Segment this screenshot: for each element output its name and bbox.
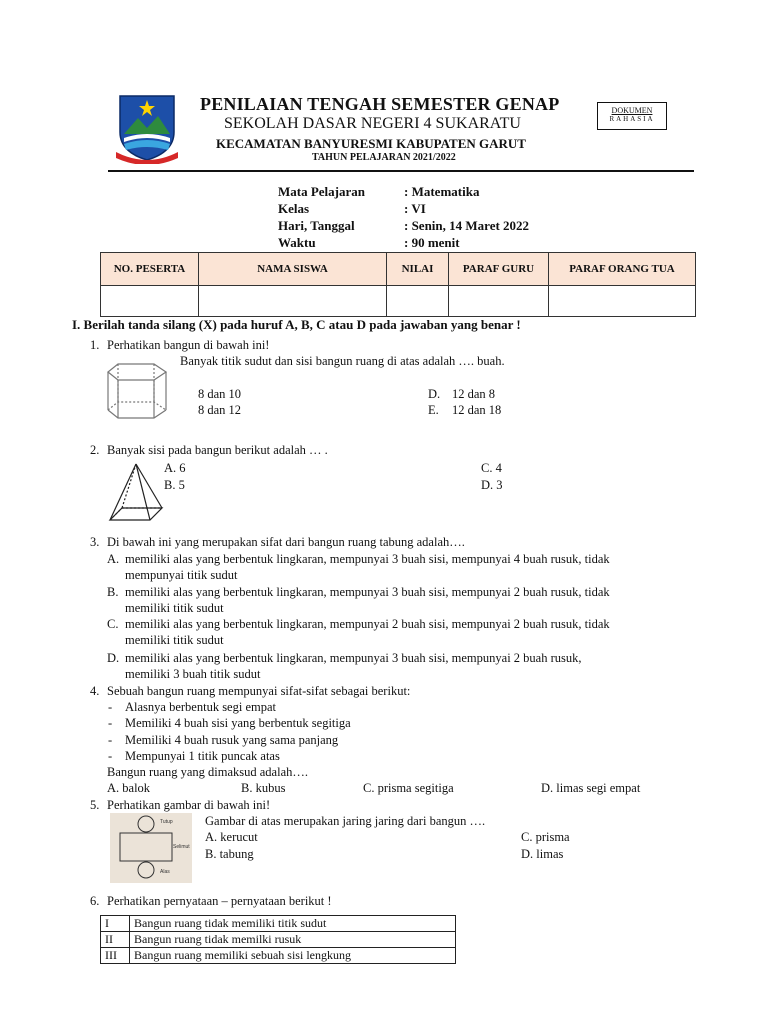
col-paraf-ortu: PARAF ORANG TUA <box>549 253 696 286</box>
q4-dash: - <box>108 733 113 747</box>
document-stamp <box>597 102 667 130</box>
q3-option-b[interactable]: memiliki alas yang berbentuk lingkaran, mempunyai 3 buah sisi, mempunyai 2 buah rusuk, tidak <box>125 585 610 599</box>
col-paraf-guru: PARAF GURU <box>449 253 549 286</box>
q3-option-d-label: D. <box>107 651 120 665</box>
q5-stem: Gambar di atas merupakan jaring jaring dari bangun …. <box>205 814 486 828</box>
q1-option-b[interactable]: 8 dan 12 <box>198 403 242 417</box>
cell-paraf-guru[interactable] <box>449 286 549 317</box>
q1-option-e[interactable]: 12 dan 18 <box>452 403 502 417</box>
q3-option-d[interactable]: memiliki alas yang berbentuk lingkaran, mempunyai 3 buah sisi, mempunyai 2 buah rusuk, <box>125 651 582 665</box>
q1-option-a[interactable]: 8 dan 10 <box>198 387 242 401</box>
school-year: TAHUN PELAJARAN 2021/2022 <box>312 152 456 163</box>
q4-prop-4: Mempunyai 1 titik puncak atas <box>125 749 280 763</box>
q3-option-b-cont: memiliki titik sudut <box>125 601 224 615</box>
q5-option-c[interactable]: C. prisma <box>521 830 570 844</box>
q6-number: 6. <box>90 894 100 908</box>
net-label-side: Selimut <box>173 844 190 850</box>
q3-option-c-cont: memiliki titik sudut <box>125 633 224 647</box>
school-logo <box>114 92 180 164</box>
q3-option-a-cont: mempunyai titik sudut <box>125 568 238 582</box>
q1-number: 1. <box>90 338 100 352</box>
hexagonal-prism-figure <box>104 360 174 424</box>
header-rule <box>108 170 694 172</box>
q4-dash: - <box>108 716 113 730</box>
q3-option-c[interactable]: memiliki alas yang berbentuk lingkaran, mempunyai 2 buah sisi, mempunyai 2 buah rusuk, tidak <box>125 617 610 631</box>
cell-paraf-ortu[interactable] <box>549 286 696 317</box>
q2-option-a[interactable]: A. 6 <box>164 461 186 475</box>
q4-number: 4. <box>90 684 100 698</box>
q3-option-b-label: B. <box>107 585 119 599</box>
cell-nama-siswa[interactable] <box>199 286 387 317</box>
q3-option-c-label: C. <box>107 617 119 631</box>
q5-option-a[interactable]: A. kerucut <box>205 830 258 844</box>
q4-prop-3: Memiliki 4 buah rusuk yang sama panjang <box>125 733 339 747</box>
q4-dash: - <box>108 700 113 714</box>
info-row: Kelas : VI <box>278 201 426 216</box>
q1-text: Perhatikan bangun di bawah ini! <box>107 338 270 352</box>
score-table <box>100 252 696 317</box>
info-row: Waktu : 90 menit <box>278 235 460 250</box>
col-nilai: NILAI <box>387 253 449 286</box>
doc-label-2: RAHASIA <box>609 115 655 123</box>
q5-number: 5. <box>90 798 100 812</box>
q3-number: 3. <box>90 535 100 549</box>
q1-stem: Banyak titik sudut dan sisi bangun ruang di atas adalah …. buah. <box>180 354 505 368</box>
q2-number: 2. <box>90 443 100 457</box>
q1-option-d[interactable]: 12 dan 8 <box>452 387 496 401</box>
cell-nilai[interactable] <box>387 286 449 317</box>
school-name: SEKOLAH DASAR NEGERI 4 SUKARATU <box>224 115 521 132</box>
exam-info <box>278 183 529 251</box>
q4-prop-2: Memiliki 4 buah sisi yang berbentuk segitiga <box>125 716 351 730</box>
col-no-peserta: NO. PESERTA <box>101 253 199 286</box>
table-row: II Bangun ruang tidak memilki rusuk <box>101 932 456 948</box>
cell-no-peserta[interactable] <box>101 286 199 317</box>
col-nama-siswa: NAMA SISWA <box>199 253 387 286</box>
exam-title: PENILAIAN TENGAH SEMESTER GENAP <box>200 94 560 114</box>
q5-option-d[interactable]: D. limas <box>521 847 564 861</box>
pyramid-figure <box>106 460 166 526</box>
table-row: III Bangun ruang memiliki sebuah sisi lengkung <box>101 948 456 964</box>
q5-text: Perhatikan gambar di bawah ini! <box>107 798 271 812</box>
info-row: Hari, Tanggal : Senin, 14 Maret 2022 <box>278 218 530 233</box>
q5-option-b[interactable]: B. tabung <box>205 847 254 861</box>
table-row: I Bangun ruang tidak memiliki titik sudut <box>101 916 456 932</box>
q2-option-d[interactable]: D. 3 <box>481 478 503 492</box>
q4-dash: - <box>108 749 113 763</box>
q4-option-c[interactable]: C. prisma segitiga <box>363 781 454 795</box>
q6-text: Perhatikan pernyataan – pernyataan berikut ! <box>107 894 332 908</box>
statement-table <box>100 915 456 964</box>
cylinder-net-figure <box>110 813 192 883</box>
q3-option-a-label: A. <box>107 552 120 566</box>
q4-option-b[interactable]: B. kubus <box>241 781 286 795</box>
q4-prop-1: Alasnya berbentuk segi empat <box>125 700 276 714</box>
district-name: KECAMATAN BANYURESMI KABUPATEN GARUT <box>216 136 526 151</box>
q1-option-d-label: D. <box>428 387 441 401</box>
net-label-bottom: Alas <box>160 869 170 875</box>
q2-text: Banyak sisi pada bangun berikut adalah … . <box>107 443 328 457</box>
q4-option-a[interactable]: A. balok <box>107 781 151 795</box>
q2-option-b[interactable]: B. 5 <box>164 478 185 492</box>
q3-option-a[interactable]: memiliki alas yang berbentuk lingkaran, mempunyai 3 buah sisi, mempunyai 4 buah rusuk, tidak <box>125 552 610 566</box>
net-label-top: Tutup <box>160 819 173 825</box>
q2-option-c[interactable]: C. 4 <box>481 461 502 475</box>
info-row: Mata Pelajaran : Matematika <box>278 184 480 199</box>
doc-label-1: DOKUMEN <box>611 106 653 115</box>
q4-stem: Bangun ruang yang dimaksud adalah…. <box>107 765 308 779</box>
q3-option-d-cont: memiliki 3 buah titik sudut <box>125 667 261 681</box>
q4-text: Sebuah bangun ruang mempunyai sifat-sifat sebagai berikut: <box>107 684 411 698</box>
section-heading: I. Berilah tanda silang (X) pada huruf A, B, C atau D pada jawaban yang benar ! <box>72 317 521 332</box>
q4-option-d[interactable]: D. limas segi empat <box>541 781 641 795</box>
q1-option-e-label: E. <box>428 403 439 417</box>
q3-text: Di bawah ini yang merupakan sifat dari bangun ruang tabung adalah…. <box>107 535 465 549</box>
